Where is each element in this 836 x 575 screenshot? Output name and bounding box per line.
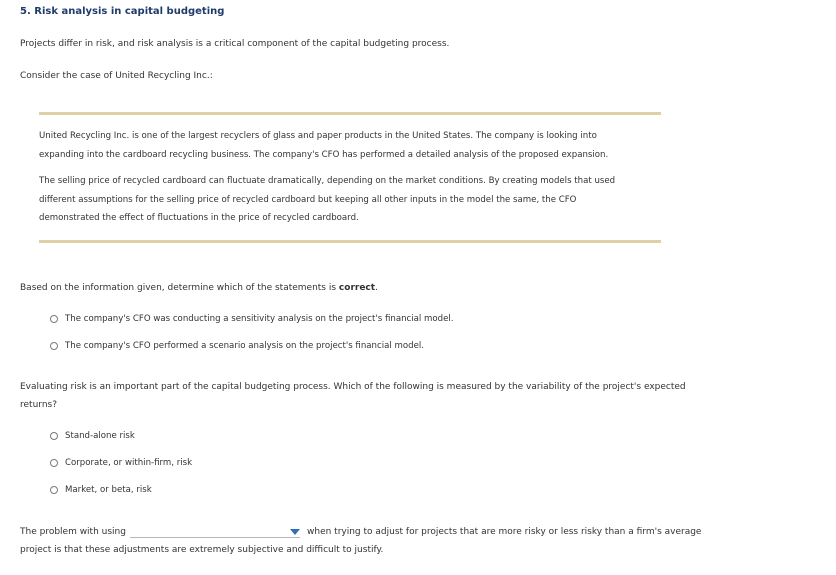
consider-text: Consider the case of United Recycling Inc.: bbox=[20, 71, 213, 81]
intro-text: Projects differ in risk, and risk analysis is a critical component of the capital budgeting process. bbox=[20, 39, 450, 49]
page-title: 5. Risk analysis in capital budgeting bbox=[20, 6, 225, 17]
answer-dropdown[interactable] bbox=[130, 527, 300, 538]
case-line-4: different assumptions for the selling price of recycled cardboard but keeping all other inputs in the model the same, the CFO bbox=[39, 195, 577, 205]
question-1-prefix: Based on the information given, determine which of the statements is bbox=[20, 283, 339, 293]
option-label: Stand-alone risk bbox=[65, 431, 135, 441]
radio-button[interactable] bbox=[50, 315, 58, 323]
radio-button[interactable] bbox=[50, 459, 58, 467]
case-line-3: The selling price of recycled cardboard can fluctuate dramatically, depending on the market conditions. By creating models that used bbox=[39, 176, 616, 186]
question-2-option-2[interactable] bbox=[50, 458, 192, 468]
option-label: Corporate, or within-firm, risk bbox=[65, 458, 193, 468]
question-1-bold: correct bbox=[338, 283, 376, 293]
case-line-1: United Recycling Inc. is one of the largest recyclers of glass and paper products in the United States. The company is looking into bbox=[39, 131, 597, 141]
question-2-option-3[interactable] bbox=[50, 485, 152, 495]
radio-button[interactable] bbox=[50, 342, 58, 350]
option-label: The company's CFO performed a scenario analysis on the project's financial model. bbox=[65, 341, 424, 351]
option-label: The company's CFO was conducting a sensitivity analysis on the project's financial model. bbox=[65, 314, 454, 324]
case-line-2: expanding into the cardboard recycling business. The company's CFO has performed a detailed analysis of the proposed expansion. bbox=[39, 150, 609, 160]
question-1-option-2[interactable] bbox=[50, 341, 424, 351]
question-2-line-1: Evaluating risk is an important part of the capital budgeting process. Which of the following is measured by the variability of the project's expected bbox=[20, 382, 686, 392]
radio-button[interactable] bbox=[50, 432, 58, 440]
case-line-5: demonstrated the effect of fluctuations in the price of recycled cardboard. bbox=[39, 213, 359, 223]
case-box bbox=[39, 112, 661, 243]
question-3-before: The problem with using bbox=[20, 527, 126, 537]
question-1-text bbox=[20, 279, 710, 297]
chevron-down-icon[interactable] bbox=[290, 529, 300, 535]
question-2-line-2: returns? bbox=[20, 400, 57, 410]
question-2-option-1[interactable] bbox=[50, 431, 135, 441]
question-1-option-1[interactable] bbox=[50, 314, 454, 324]
case-top-rule bbox=[39, 112, 661, 115]
question-1-suffix: . bbox=[375, 283, 378, 293]
case-bottom-rule bbox=[39, 240, 661, 243]
question-3-line-2: project is that these adjustments are extremely subjective and difficult to justify. bbox=[20, 545, 384, 555]
question-3-after: when trying to adjust for projects that are more risky or less risky than a firm's average bbox=[307, 527, 702, 537]
option-label: Market, or beta, risk bbox=[65, 485, 152, 495]
radio-button[interactable] bbox=[50, 486, 58, 494]
